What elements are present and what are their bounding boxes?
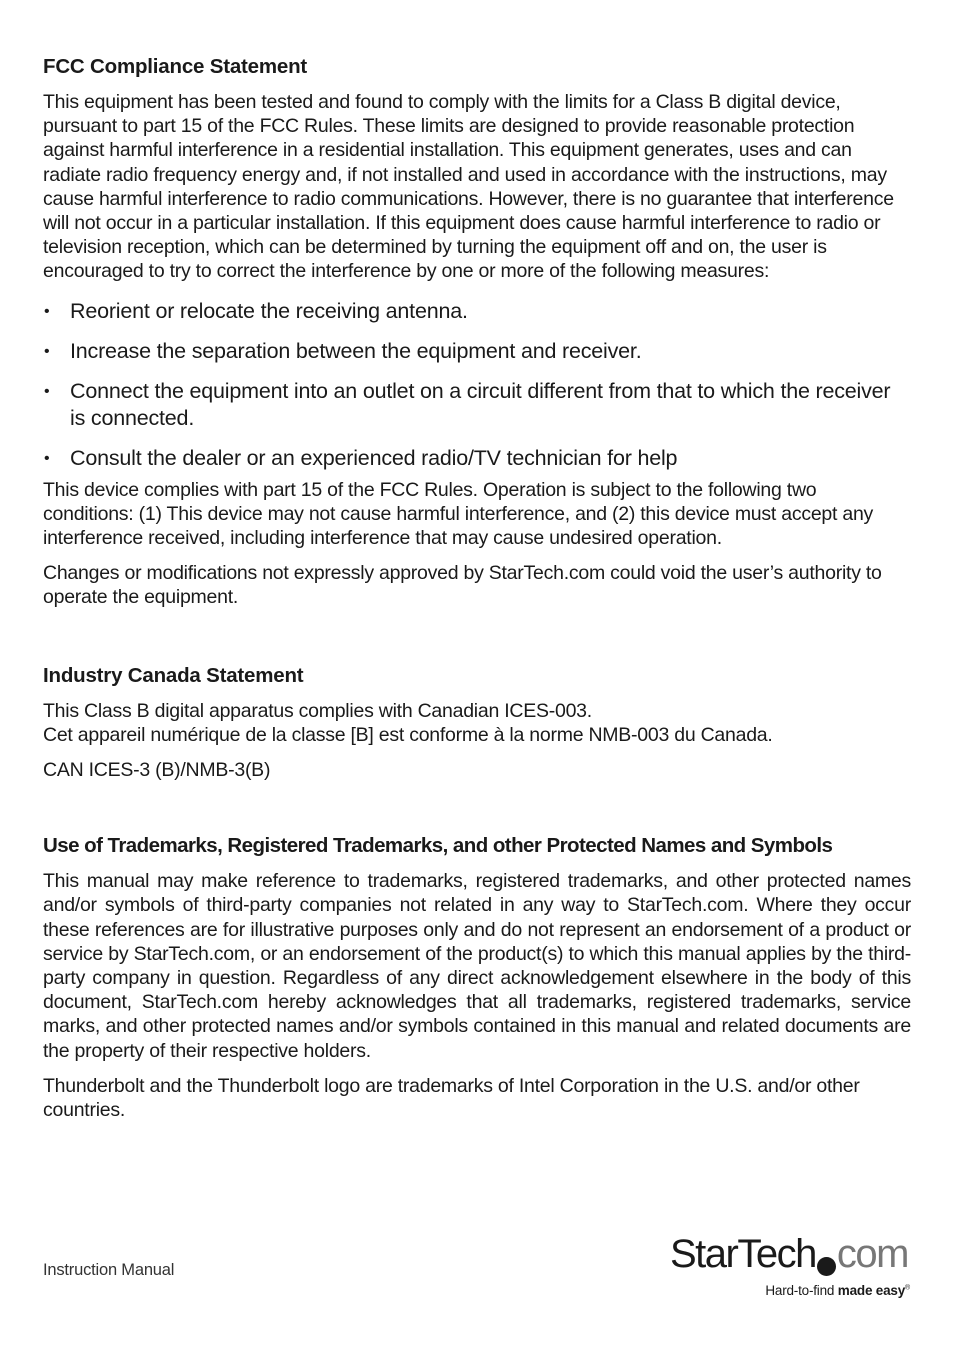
measure-text: Increase the separation between the equipment and receiver.	[70, 338, 642, 363]
measure-text: Connect the equipment into an outlet on a circuit different from that to which the receiver is connected.	[70, 378, 891, 430]
registered-mark: ®	[905, 1284, 910, 1292]
fcc-measures-list	[43, 298, 911, 472]
list-item	[43, 298, 911, 325]
logo-dot-icon	[817, 1257, 836, 1276]
industry-canada-heading: Industry Canada Statement	[43, 663, 304, 687]
statement-french: Cet appareil numérique de la classe [B] est conforme à la norme NMB-003 du Canada.	[43, 723, 773, 746]
list-item	[43, 445, 911, 472]
fcc-changes: Changes or modifications not expressly approved by StarTech.com could void the user’s authority to operate the equipment.	[43, 562, 882, 609]
startech-logo	[670, 1232, 912, 1302]
list-item	[43, 338, 911, 365]
list-item	[43, 378, 911, 432]
logo-wordmark	[670, 1232, 908, 1276]
logo-tagline	[765, 1283, 910, 1298]
bullet-icon: •	[44, 302, 50, 320]
section-spacer	[43, 793, 911, 833]
statement-english: This Class B digital apparatus complies with Canadian ICES-003.	[43, 699, 592, 722]
industry-canada-code: CAN ICES-3 (B)/NMB-3(B)	[43, 759, 271, 782]
trademarks-body: This manual may make reference to trademarks, registered trademarks, and other protected names and/or symbols of third-party companies not related in any way to StarTech.com. Where they occur these references are for illustrative purposes only and do not represent an endorsement of a product or service by StarTech.com, or an endorsement of the product(s) to which this manual applies by the third-party company in question. Regardless of any direct acknowledgement elsewhere in the body of this document, StarTech.com hereby acknowledges that all trademarks, registered trademarks, service marks, and other protected names and/or symbols contained in this manual and related documents are the property of their respective holders.	[43, 870, 911, 1062]
logo-brand: StarTech	[670, 1232, 816, 1276]
trademarks-heading: Use of Trademarks, Registered Trademarks, and other Protected Names and Symbols	[43, 834, 833, 858]
industry-canada-statement	[43, 699, 911, 747]
measure-text: Reorient or relocate the receiving antenna.	[70, 298, 468, 323]
fcc-conditions: This device complies with part 15 of the FCC Rules. Operation is subject to the following two conditions: (1) This device may not cause harmful interference, and (2) this device must accept any interference received, including interference that may cause undesired operation.	[43, 478, 874, 550]
bullet-icon: •	[44, 449, 50, 467]
fcc-intro: This equipment has been tested and found to comply with the limits for a Class B digital device, pursuant to part 15 of the FCC Rules. These limits are designed to provide reasonable protection against harmful interference in a residential installation. This equipment generates, uses and can radiate radio frequency energy and, if not installed and used in accordance with the instructions, may cause harmful interference to radio communications. However, there is no guarantee that interference will not occur in a particular installation. If this equipment does cause harmful interference to radio or television reception, which can be determined by turning the equipment off and on, the user is encouraged to try to correct the interference by one or more of the following measures:	[43, 91, 894, 283]
document-page	[43, 54, 911, 1133]
tagline-bold: made easy	[837, 1283, 906, 1298]
measure-text: Consult the dealer or an experienced radio/TV technician for help	[70, 445, 678, 470]
footer-document-type: Instruction Manual	[43, 1261, 175, 1279]
tagline-regular: Hard-to-find	[765, 1283, 838, 1298]
fcc-heading: FCC Compliance Statement	[43, 55, 308, 78]
bullet-icon: •	[44, 342, 50, 360]
section-spacer	[43, 621, 911, 663]
thunderbolt-notice: Thunderbolt and the Thunderbolt logo are trademarks of Intel Corporation in the U.S. and/or other countries.	[43, 1074, 860, 1122]
bullet-icon: •	[44, 382, 50, 400]
logo-suffix: com	[836, 1232, 908, 1276]
